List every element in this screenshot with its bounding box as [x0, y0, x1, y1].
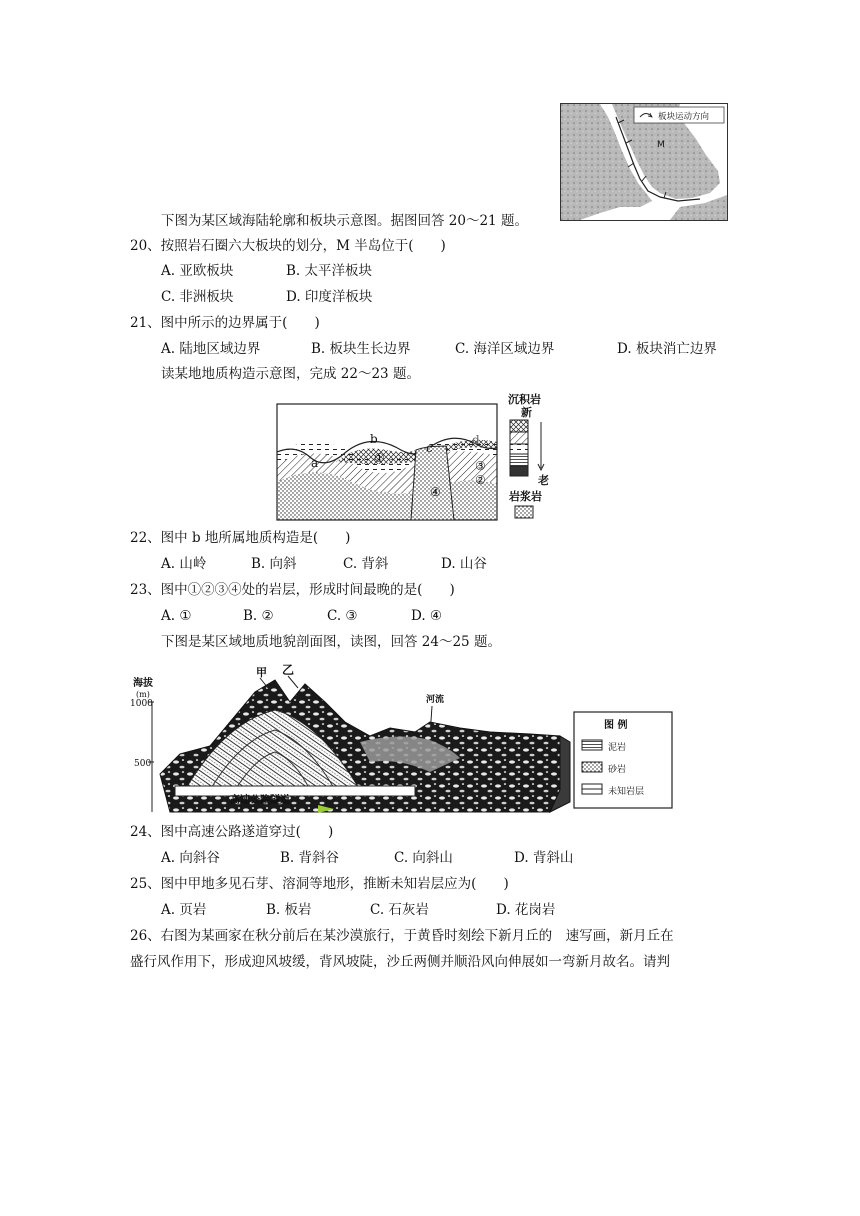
q25-option-d[interactable]: D. 花岗岩: [496, 902, 556, 918]
q25-stem: 25、图中甲地多见石芽、溶洞等地形，推断未知岩层应为( ): [130, 876, 509, 892]
q21-option-b[interactable]: B. 板块生长边界: [311, 341, 411, 357]
geologic-section-figure: [276, 392, 552, 524]
peak-label-jia: 甲: [256, 666, 267, 679]
y-axis-title: 海拔: [133, 678, 153, 689]
q24-option-b[interactable]: B. 背斜谷: [280, 850, 340, 866]
legend-old: 老: [538, 474, 549, 487]
q26-line-2: 盛行风作用下，形成迎风坡缓，背风坡陡，沙丘两侧并顺沿风向伸展如一弯新月故名。请判: [130, 954, 670, 970]
q21-option-c[interactable]: C. 海洋区域边界: [455, 341, 555, 357]
q23-option-c[interactable]: C. ③: [327, 608, 358, 624]
q21-options: [161, 340, 717, 358]
q25-option-c[interactable]: C. 石灰岩: [370, 902, 429, 918]
q20-option-a[interactable]: A. 亚欧板块: [161, 263, 234, 279]
q21-stem: 21、图中所示的边界属于( ): [130, 315, 320, 331]
legend-item-mudstone: 泥岩: [608, 743, 627, 753]
intro-q24-25: 下图是某区域地质地貌剖面图，读图，回答 24～25 题。: [161, 634, 501, 650]
q20-options-row1: [161, 262, 372, 280]
q25-option-a[interactable]: A. 页岩: [161, 902, 207, 918]
q24-option-d[interactable]: D. 背斜山: [514, 850, 574, 866]
q20-option-b[interactable]: B. 太平洋板块: [286, 263, 373, 279]
q22-stem: 22、图中 b 地所属地质构造是( ): [130, 530, 351, 546]
q22-option-b[interactable]: B. 向斜: [251, 556, 297, 572]
river-label: 河流: [426, 695, 445, 705]
q21-option-a[interactable]: A. 陆地区域边界: [161, 341, 261, 357]
map-legend-label: 板块运动方向: [658, 112, 710, 122]
q25-option-b[interactable]: B. 板岩: [266, 902, 312, 918]
q20-option-c[interactable]: C. 非洲板块: [161, 289, 234, 305]
q24-stem: 24、图中高速公路遂道穿过( ): [130, 824, 334, 840]
q23-options: [161, 607, 442, 625]
q24-option-a[interactable]: A. 向斜谷: [161, 850, 220, 866]
tunnel: [175, 786, 415, 796]
intro-q20-21: 下图为某区域海陆轮廓和板块示意图。据图回答 20～21 题。: [161, 213, 528, 229]
y-tick-500: 500: [134, 759, 152, 769]
y-axis-unit: (m): [136, 690, 150, 699]
q25-options: [161, 901, 555, 919]
q23-option-b[interactable]: B. ②: [243, 608, 274, 624]
geo-label-a: a: [311, 456, 319, 470]
q23-option-d[interactable]: D. ④: [411, 608, 443, 624]
q22-options: [161, 555, 487, 573]
legend-magmatic: 岩浆岩: [509, 490, 542, 503]
geo-label-4: ④: [430, 485, 441, 499]
peak-label-yi: 乙: [282, 663, 295, 677]
q20-options-row2: [161, 288, 372, 306]
q24-option-c[interactable]: C. 向斜山: [394, 850, 453, 866]
geo-label-c: c: [426, 441, 433, 455]
q26-line-1: 26、右图为某画家在秋分前后在某沙漠旅行，于黄昏时刻绘下新月丘的 速写画，新月丘在: [130, 928, 674, 944]
tunnel-label: 高速公路隧道: [230, 795, 290, 806]
geo-label-3: ③: [475, 459, 486, 473]
y-tick-1000: 1000: [130, 699, 153, 709]
legend-item-unknown: 未知岩层: [608, 787, 645, 797]
legend-item-sandstone: 砂岩: [608, 765, 627, 775]
q23-stem: 23、图中①②③④处的岩层，形成时间最晚的是( ): [130, 582, 455, 598]
profile-legend-title: 图 例: [604, 720, 628, 731]
legend-sedimentary: 沉积岩: [508, 393, 541, 406]
plate-map-figure: [560, 103, 728, 221]
intro-q22-23: 读某地地质构造示意图，完成 22～23 题。: [161, 366, 420, 382]
legend-new: 新: [521, 406, 532, 419]
q23-option-a[interactable]: A. ①: [161, 608, 192, 624]
m-peninsula-label: M: [657, 140, 665, 150]
geo-label-b: b: [370, 432, 378, 446]
geo-label-d: d: [472, 433, 480, 447]
q24-options: [161, 849, 573, 867]
geologic-profile-figure: [130, 662, 676, 822]
q22-option-d[interactable]: D. 山谷: [441, 556, 487, 572]
q22-option-a[interactable]: A. 山岭: [161, 556, 207, 572]
q22-option-c[interactable]: C. 背斜: [343, 556, 389, 572]
q20-option-d[interactable]: D. 印度洋板块: [286, 289, 373, 305]
q20-stem: 20、按照岩石圈六大板块的划分，M 半岛位于( ): [130, 238, 446, 254]
q21-option-d[interactable]: D. 板块消亡边界: [617, 341, 717, 357]
geo-label-1: ①: [374, 451, 385, 465]
geo-label-2: ②: [475, 473, 486, 487]
